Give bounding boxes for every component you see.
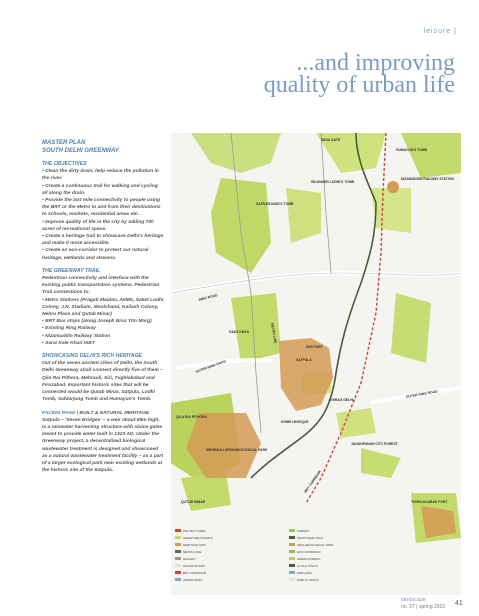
- legend-item: CYCLE TRACK: [297, 564, 318, 568]
- objective-item: • Create a continuous trail for walking and cycling all along the drain.: [42, 183, 158, 196]
- green-park: [336, 408, 376, 438]
- heritage-site: [421, 506, 456, 538]
- map-label-khirki: KHIRKI MOSQUE: [281, 420, 309, 424]
- headline: [155, 52, 455, 96]
- trail-list: [42, 297, 164, 347]
- map-label-qutub: QUTUB MINAR: [181, 500, 206, 504]
- trail-item: • Sarai Kale Khan ISBT: [42, 340, 95, 346]
- map-label-satpula: SATPULA: [296, 358, 312, 362]
- section-tag: leisure |: [423, 28, 457, 35]
- objective-item: • Create a heritage trail to showcase Delhi's heritage and make it more accessible.: [42, 234, 164, 247]
- legend-item: URBAN FOREST: [297, 557, 321, 561]
- green-park: [286, 188, 321, 243]
- legend-item: FOREST: [297, 529, 310, 533]
- map-svg: [171, 133, 461, 595]
- map-label-outer-ring-road-2: OUTER RING ROAD: [405, 389, 438, 399]
- objectives-heading: THE OBJECTIVES: [42, 161, 87, 167]
- headline-line-2: quality of urban life: [263, 72, 455, 98]
- legend-item: MAJOR ROADS: [183, 564, 206, 568]
- objectives-list: [42, 168, 164, 262]
- footer-magazine: [401, 597, 445, 611]
- legend-item: PUBLIC SPACE: [297, 578, 319, 582]
- map-label-brt: BRT CORRIDOR: [303, 469, 322, 494]
- heritage-text: Out of the seven ancient cities of Delhi, the South Delhi Greenway shall connect directly five of them – Qila Rai Pithora, Mehrauli, Siri, Tughlakabad and Firozabad. Important historic sites that will be connected would be Qutab Minar, Satpula, Lodhi Tomb, Safdarjung Tomb and Humayun's Tomb.: [42, 361, 163, 403]
- trail-intro: Pedestrian connectivity and interface with the existing public transportation systems. Pedestrian Trail connections to:: [42, 276, 160, 296]
- trail-item: • Existing Ring Railway: [42, 326, 96, 332]
- map-label-mehrauli: MEHRAULI ARCHAEOLOGICAL PARK: [206, 448, 268, 452]
- legend-item: RAILWAY: [183, 557, 196, 561]
- caption-text: Satpula – 'Seven Bridges' – a weir about 65m high, is a rainwater harvesting structure with sluice gates meant to provide water built in 1323 AD. Under the Greenway project, a decentralized biological wastewater treatment is designed and showcased as a natural wastewater treatment facility – as a part of a larger ecological park near existing wetlands at the historic site of the Satpula.: [42, 417, 163, 474]
- objective-item: • Create an eco-corridor to protect our natural heritage, wetlands and streams.: [42, 248, 149, 261]
- sidebar-title-1: MASTER PLAN: [42, 140, 86, 146]
- map-label-india-gate: INDIA GATE: [321, 138, 341, 142]
- legend-item: GREEN BELT/PARKS: [183, 536, 213, 540]
- green-park: [391, 293, 431, 363]
- map-label-siri-fort: SIRI FORT: [306, 345, 323, 349]
- sidebar: [42, 139, 164, 474]
- map-label-metro: METRO LINE: [270, 322, 278, 344]
- objective-item: • Provide the last mile connectivity to people using the BRT or the Metro to and from their destinations to schools, markets, residential areas etc.: [42, 198, 161, 218]
- objective-item: • Improve quality of life in the city by adding 700 acres of recreational space.: [42, 219, 154, 232]
- trail-item: • Metro Stations (Pragati Maidan, AIIMS, Saket Lodhi Colony, J.N. Stadium, Moolchand, Kailash Colony, Nehru Place and Qutab Minar): [42, 297, 164, 318]
- sidebar-title-2: SOUTH DELHI GREENWAY: [42, 148, 119, 154]
- caption-title: BUILT & NATURAL HERITAGE: [79, 410, 150, 416]
- headline-line-1: ...and improving: [296, 50, 455, 76]
- magazine-name: landscape: [401, 597, 427, 603]
- map-label-chirag-delhi: CHIRAG DELHI: [329, 398, 354, 402]
- trail-item: • Nizamuddin Railway Station: [42, 333, 111, 339]
- greenway-map: [171, 133, 461, 595]
- legend-item: PROJECT AREA: [183, 529, 206, 533]
- legend-item: METRO LINE: [183, 550, 202, 554]
- trail-item: • BRT Bus stops (along Joseph Broz Tito Marg): [42, 319, 152, 325]
- green-park: [371, 188, 411, 233]
- map-label-qila-rai-pithora: QILA RAI PITHORA: [176, 415, 207, 419]
- map-label-tughlakabad: TUGHLAKABAD FORT: [411, 500, 448, 504]
- issue-info: no. 27 | spring 2010: [401, 604, 446, 610]
- legend-item: PROPOSED TRAIL: [297, 536, 324, 540]
- caption-lead: FACING PAGE |: [42, 410, 79, 416]
- legend-item: WATER BODY: [183, 578, 203, 582]
- map-label-safdarjung: SAFDARJUNG'S TOMB: [256, 202, 294, 206]
- legend-item: BRT CORRIDOR: [183, 571, 207, 575]
- map-label-nizamuddin: NIZAMUDDIN RAILWAY STATION: [401, 177, 454, 181]
- map-label-outer-ring-road: OUTER RING ROAD: [194, 359, 227, 374]
- legend-item: ECO CORRIDOR: [297, 550, 321, 554]
- map-label-jahanpanah: JAHANPANAH CITY FOREST: [351, 442, 398, 446]
- heritage-heading: SHOWCASING DELHI'S RICH HERITAGE: [42, 353, 142, 360]
- legend-item: HERITAGE SITE: [183, 543, 206, 547]
- map-label-hauz-khas: HAUZ KHAS: [229, 330, 249, 334]
- heritage-site: [387, 181, 399, 193]
- map-label-lodhi: SIKANDER LODHI'S TOMB: [311, 180, 355, 184]
- facing-page-caption: [42, 410, 164, 475]
- page-number: 41: [455, 600, 463, 607]
- legend-item: WETLAND: [297, 571, 312, 575]
- legend-item: ARCHAEOLOGICAL PARK: [297, 543, 334, 547]
- objective-item: • Clean the dirty drain, help reduce the pollution in the river.: [42, 169, 159, 182]
- map-label-humayun: HUMAYUN'S TOMB: [396, 148, 427, 152]
- trail-heading: THE GREENWAY TRAIL: [42, 267, 101, 274]
- map-label-ring-road: RING ROAD: [198, 293, 219, 302]
